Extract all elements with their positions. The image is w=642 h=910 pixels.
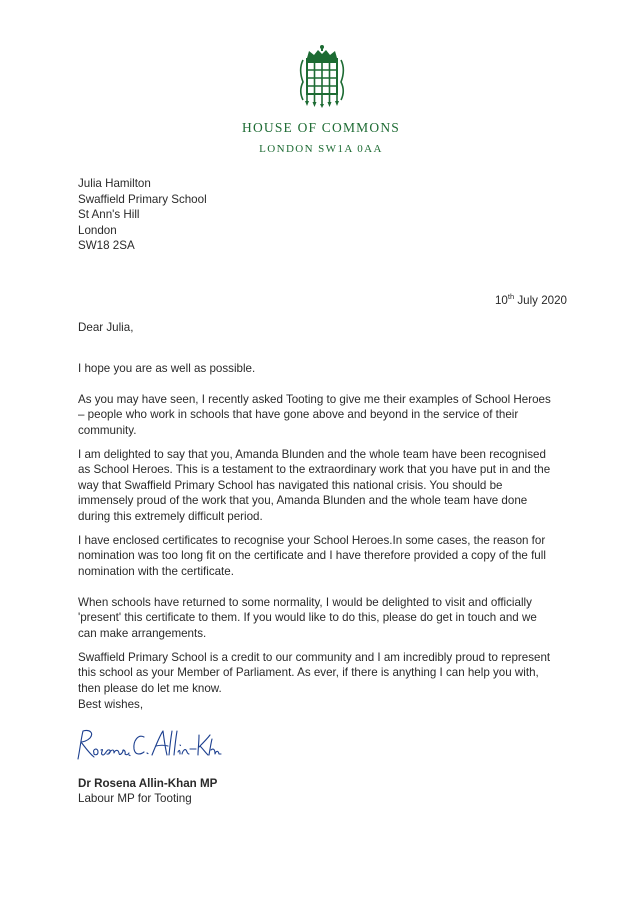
portcullis-icon [299, 44, 345, 108]
date-rest: July 2020 [514, 294, 567, 307]
paragraph: I am delighted to say that you, Amanda Blunden and the whole team have been recognised as School Heroes. This is a testament to the extraordinary work that you have put in and the way that Swaffield Primary School has navigated this national crisis. You should be immensely proud of the work that you, Amanda Blunden and the whole team have done during this extremely difficult period. [78, 447, 551, 523]
recipient-organisation: Swaffield Primary School [78, 192, 207, 206]
date-suffix: th [507, 292, 515, 301]
paragraph: As you may have seen, I recently asked Tooting to give me their examples of School Heroes – people who work in schools that have gone above and beyond in the service of their community. [78, 392, 551, 437]
recipient-postcode: SW18 2SA [78, 239, 135, 253]
date-day: 10 [494, 294, 508, 307]
signatory-name: Dr Rosena Allin-Khan MP [78, 777, 218, 790]
salutation: Dear Julia, [78, 321, 134, 334]
paragraph: Swaffield Primary School is a credit to our community and I am incredibly proud to represent this school as your Member of Parliament. As ever, if there is anything I can help you with, then please do let me know. [78, 650, 551, 695]
letter-date [495, 292, 567, 307]
signoff: Best wishes, [78, 698, 144, 711]
paragraph: I have enclosed certificates to recognise your School Heroes.In some cases, the reason for nomination was too long fit on the certificate and I have therefore provided a copy of the full nomination with the certificate. [78, 533, 546, 578]
letterhead-address: LONDON SW1A 0AA [259, 143, 383, 155]
recipient-name: Julia Hamilton [78, 177, 151, 190]
signatory-role: Labour MP for Tooting [78, 792, 192, 805]
recipient-street: St Ann's Hill [78, 208, 140, 222]
handwritten-signature [72, 725, 222, 765]
letterhead-title: HOUSE OF COMMONS [242, 120, 400, 135]
recipient-address [78, 176, 207, 254]
paragraph: I hope you are as well as possible. [78, 361, 256, 375]
paragraph: When schools have returned to some normality, I would be delighted to visit and officially 'present' this certificate to them. If you would like to do this, please do get in touch and we can make arrangements. [78, 595, 537, 640]
recipient-city: London [78, 223, 117, 237]
